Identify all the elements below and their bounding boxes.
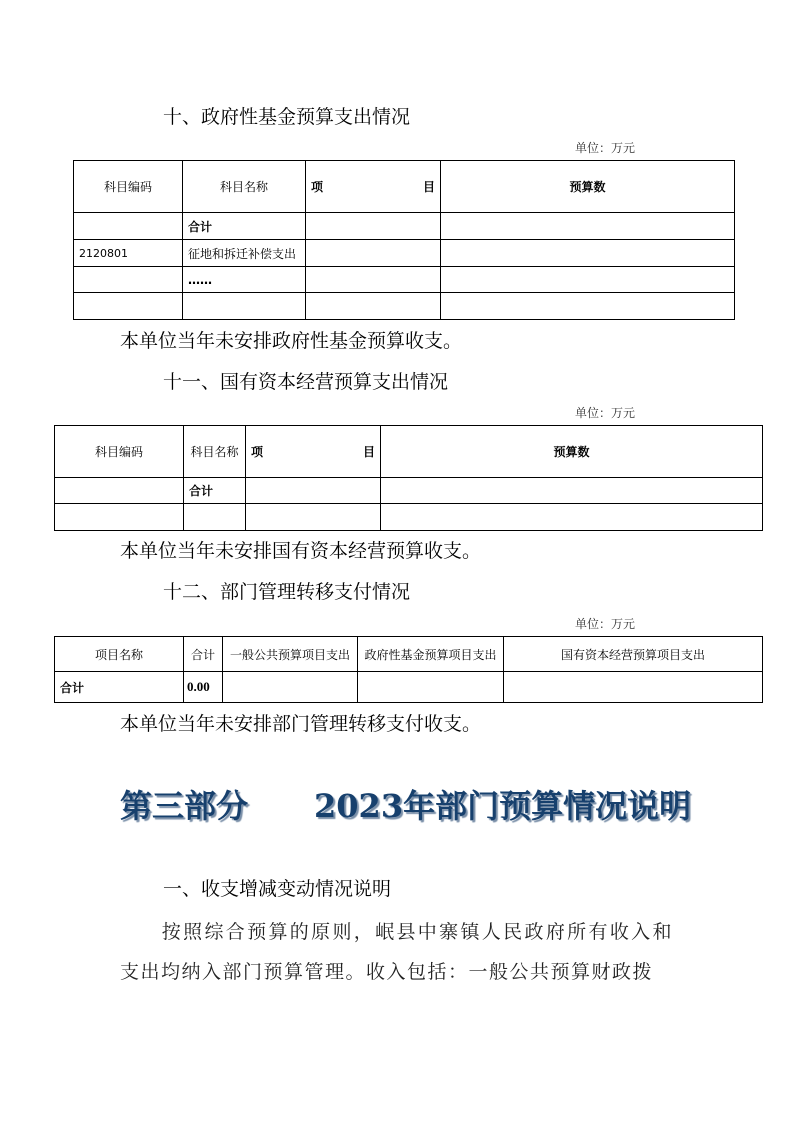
part-3-subheading: 一、收支增减变动情况说明 xyxy=(163,878,392,900)
table-row: …… xyxy=(74,267,735,293)
header-name: 科目名称 xyxy=(183,161,306,213)
header-budget: 预算数 xyxy=(441,161,735,213)
state-capital-table xyxy=(54,425,763,531)
transfer-payment-table: 项目名称 合计 一般公共预算项目支出 政府性基金预算项目支出 国有资本经营预算项目支出 合计 0.00 xyxy=(54,636,763,703)
section-11-title: 十一、国有资本经营预算支出情况 xyxy=(163,371,449,393)
part-3-title: 第三部分 2023年部门预算情况说明 xyxy=(120,787,692,825)
unit-label: 单位：万元 xyxy=(575,406,636,420)
section-12-note: 本单位当年未安排部门管理转移支付收支。 xyxy=(120,713,482,735)
section-12-title: 十二、部门管理转移支付情况 xyxy=(163,581,411,603)
table-row: 合计 xyxy=(55,478,763,504)
header-code: 科目编码 xyxy=(55,426,184,478)
section-11-note: 本单位当年未安排国有资本经营预算收支。 xyxy=(120,540,482,562)
unit-label: 单位：万元 xyxy=(575,141,636,155)
header-budget: 预算数 xyxy=(381,426,763,478)
section-10-title: 十、政府性基金预算支出情况 xyxy=(163,106,411,128)
header-code: 科目编码 xyxy=(74,161,183,213)
unit-label: 单位：万元 xyxy=(575,617,636,631)
table-row: 2120801 征地和拆迁补偿支出 xyxy=(74,240,735,267)
gov-fund-table xyxy=(73,160,735,320)
header-name: 科目名称 xyxy=(184,426,246,478)
table-row: 合计 xyxy=(74,213,735,240)
table-row: 合计 0.00 xyxy=(55,672,763,703)
table-row xyxy=(55,504,763,531)
section-10-note: 本单位当年未安排政府性基金预算收支。 xyxy=(120,330,463,352)
table-row xyxy=(74,293,735,320)
body-paragraph: 按照综合预算的原则，岷县中寨镇人民政府所有收入和支出均纳入部门预算管理。收入包括：一般公共预算财政拨 xyxy=(120,921,673,983)
header-item: 项 目 xyxy=(246,426,381,478)
header-item: 项 目 xyxy=(306,161,441,213)
